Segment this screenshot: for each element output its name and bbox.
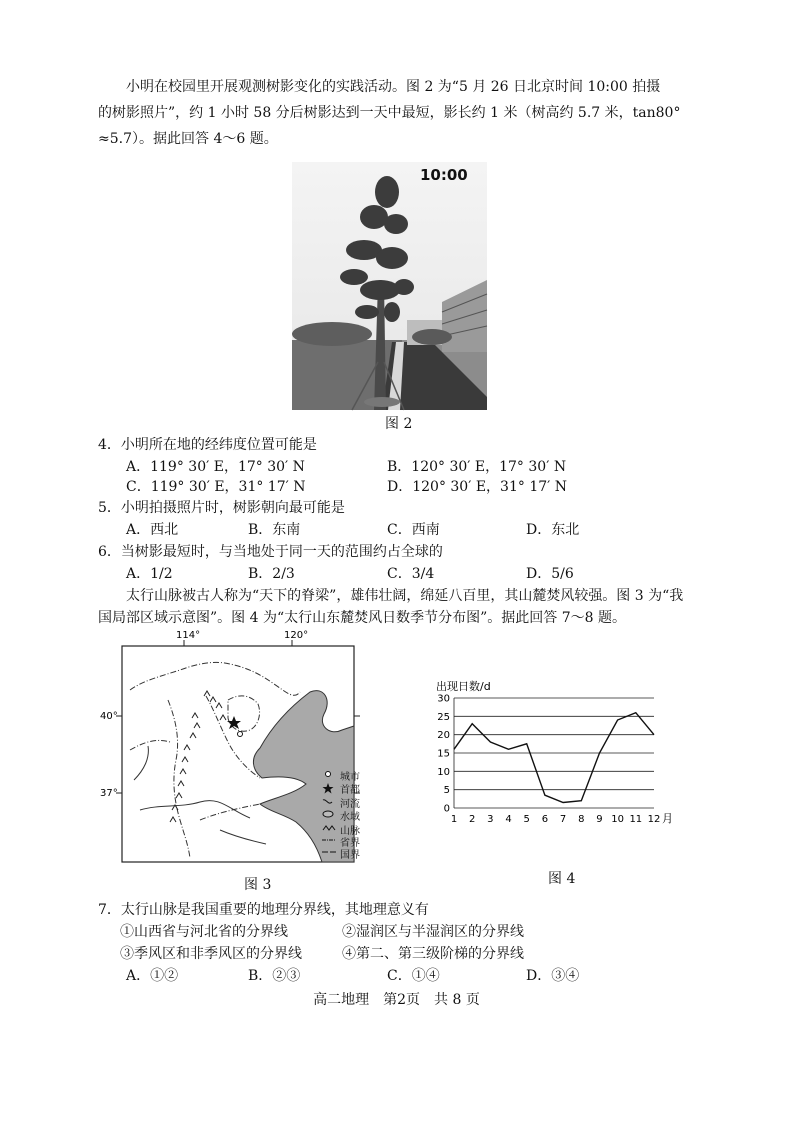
city-icon bbox=[238, 732, 243, 737]
tree-photo bbox=[292, 162, 487, 410]
lat-label-40: 40° bbox=[100, 711, 118, 722]
lat-label-37: 37° bbox=[100, 788, 118, 799]
foehn-chart bbox=[420, 672, 690, 832]
intro-b-line2: 国局部区域示意图”。图 4 为“太行山东麓焚风日数季节分布图”。据此回答 7～8 题。 bbox=[98, 610, 626, 626]
tree-photo-illustration bbox=[292, 162, 487, 410]
lon-label-114: 114° bbox=[176, 630, 201, 641]
foehn-chart-svg bbox=[420, 672, 690, 832]
lon-label-120: 120° bbox=[284, 630, 309, 641]
q4-option-c: C．119° 30′ E，31° 17′ N bbox=[126, 479, 306, 495]
legend-mountain-icon bbox=[323, 826, 335, 830]
q5-option-b: B．东南 bbox=[248, 522, 301, 538]
legend-water-label: 水域 bbox=[340, 812, 360, 823]
map-legend bbox=[322, 768, 370, 864]
q7-option-c: C．①④ bbox=[387, 968, 440, 984]
chart-ytick-label: 25 bbox=[437, 711, 450, 723]
q7-statement-4: ④第二、第三级阶梯的分界线 bbox=[342, 946, 524, 962]
chart-ytick-label: 20 bbox=[437, 730, 450, 742]
chart-xtick-label: 1 bbox=[450, 814, 458, 825]
intro-b-line1: 太行山脉被古人称为“天下的脊梁”，雄伟壮阔，绵延八百里，其山麓焚风较强。图 3 为“我 bbox=[126, 588, 684, 604]
chart-xtick-label: 2 bbox=[468, 814, 476, 825]
q7-option-d: D．③④ bbox=[526, 968, 580, 984]
q5-option-c: C．西南 bbox=[387, 522, 440, 538]
chart-ylabel: 出现日数/d bbox=[436, 680, 491, 693]
legend-river-icon bbox=[323, 800, 332, 803]
chart-ytick-label: 30 bbox=[437, 693, 450, 705]
photo-caption: 图 2 bbox=[385, 416, 413, 432]
q6-stem: 6．当树影最短时，与当地处于同一天的范围约占全球的 bbox=[98, 544, 443, 560]
q4-stem: 4．小明所在地的经纬度位置可能是 bbox=[98, 437, 317, 453]
map-legend-icons bbox=[322, 768, 342, 864]
chart-xtick-label: 5 bbox=[523, 814, 530, 825]
chart-xtick-label: 4 bbox=[505, 814, 512, 825]
intro-a-line1: 小明在校园里开展观测树影变化的实践活动。图 2 为“5 月 26 日北京时间 10:00 拍摄 bbox=[126, 79, 661, 95]
chart-xtick-label: 3 bbox=[487, 814, 494, 825]
chart-series-line bbox=[454, 713, 654, 803]
chart-ytick-label: 10 bbox=[437, 766, 450, 778]
legend-country-label: 国界 bbox=[340, 850, 360, 861]
legend-river-label: 河流 bbox=[340, 799, 360, 810]
q7-option-a: A．①② bbox=[126, 968, 179, 984]
legend-city-icon bbox=[326, 772, 331, 777]
chart-xtick-label: 9 bbox=[596, 814, 603, 825]
legend-capital-label: 首都 bbox=[340, 785, 360, 796]
chart-xtick-label: 8 bbox=[578, 814, 585, 825]
legend-mountain-label: 山脉 bbox=[340, 826, 360, 837]
legend-water-icon bbox=[323, 811, 333, 817]
q4-option-a: A．119° 30′ E，17° 30′ N bbox=[126, 459, 305, 475]
q5-option-d: D．东北 bbox=[526, 522, 580, 538]
chart-xtick-label: 10 bbox=[611, 814, 625, 825]
legend-city-label: 城市 bbox=[340, 772, 360, 783]
chart-ytick-label: 15 bbox=[437, 748, 450, 760]
region-map bbox=[100, 630, 370, 870]
legend-capital-icon bbox=[323, 783, 334, 794]
intro-a-line2: 的树影照片”，约 1 小时 58 分后树影达到一天中最短，影长约 1 米（树高约 5.7 米，tan80° bbox=[98, 105, 681, 121]
chart-xtick-label: 6 bbox=[541, 814, 549, 825]
q6-option-c: C．3/4 bbox=[387, 566, 435, 582]
q4-option-b: B．120° 30′ E，17° 30′ N bbox=[387, 459, 567, 475]
photo-timestamp: 10:00 bbox=[420, 166, 468, 184]
q6-option-d: D．5/6 bbox=[526, 566, 574, 582]
page-footer: 高二地理 第2页 共 8 页 bbox=[313, 992, 480, 1008]
chart-caption: 图 4 bbox=[548, 871, 576, 887]
q7-statement-1: ①山西省与河北省的分界线 bbox=[120, 924, 288, 940]
q6-option-b: B．2/3 bbox=[248, 566, 295, 582]
map-caption: 图 3 bbox=[244, 877, 272, 893]
q7-statement-3: ③季风区和非季风区的分界线 bbox=[120, 946, 302, 962]
q4-option-d: D．120° 30′ E，31° 17′ N bbox=[387, 479, 568, 495]
chart-xtick-label: 12 bbox=[647, 814, 661, 825]
intro-a-line3: ≈5.7）。据此回答 4～6 题。 bbox=[98, 131, 278, 147]
q7-stem: 7．太行山脉是我国重要的地理分界线，其地理意义有 bbox=[98, 902, 429, 918]
q7-option-b: B．②③ bbox=[248, 968, 301, 984]
q7-statement-2: ②湿润区与半湿润区的分界线 bbox=[342, 924, 524, 940]
chart-xtick-label: 11 bbox=[629, 814, 643, 825]
chart-ytick-label: 0 bbox=[443, 803, 450, 815]
chart-ytick-label: 5 bbox=[443, 785, 450, 797]
q5-option-a: A．西北 bbox=[126, 522, 179, 538]
legend-province-label: 省界 bbox=[340, 838, 360, 849]
q5-stem: 5．小明拍摄照片时，树影朝向最可能是 bbox=[98, 500, 345, 516]
chart-xlabel: 月 bbox=[662, 812, 673, 825]
chart-xtick-label: 7 bbox=[559, 814, 567, 825]
q6-option-a: A．1/2 bbox=[126, 566, 173, 582]
